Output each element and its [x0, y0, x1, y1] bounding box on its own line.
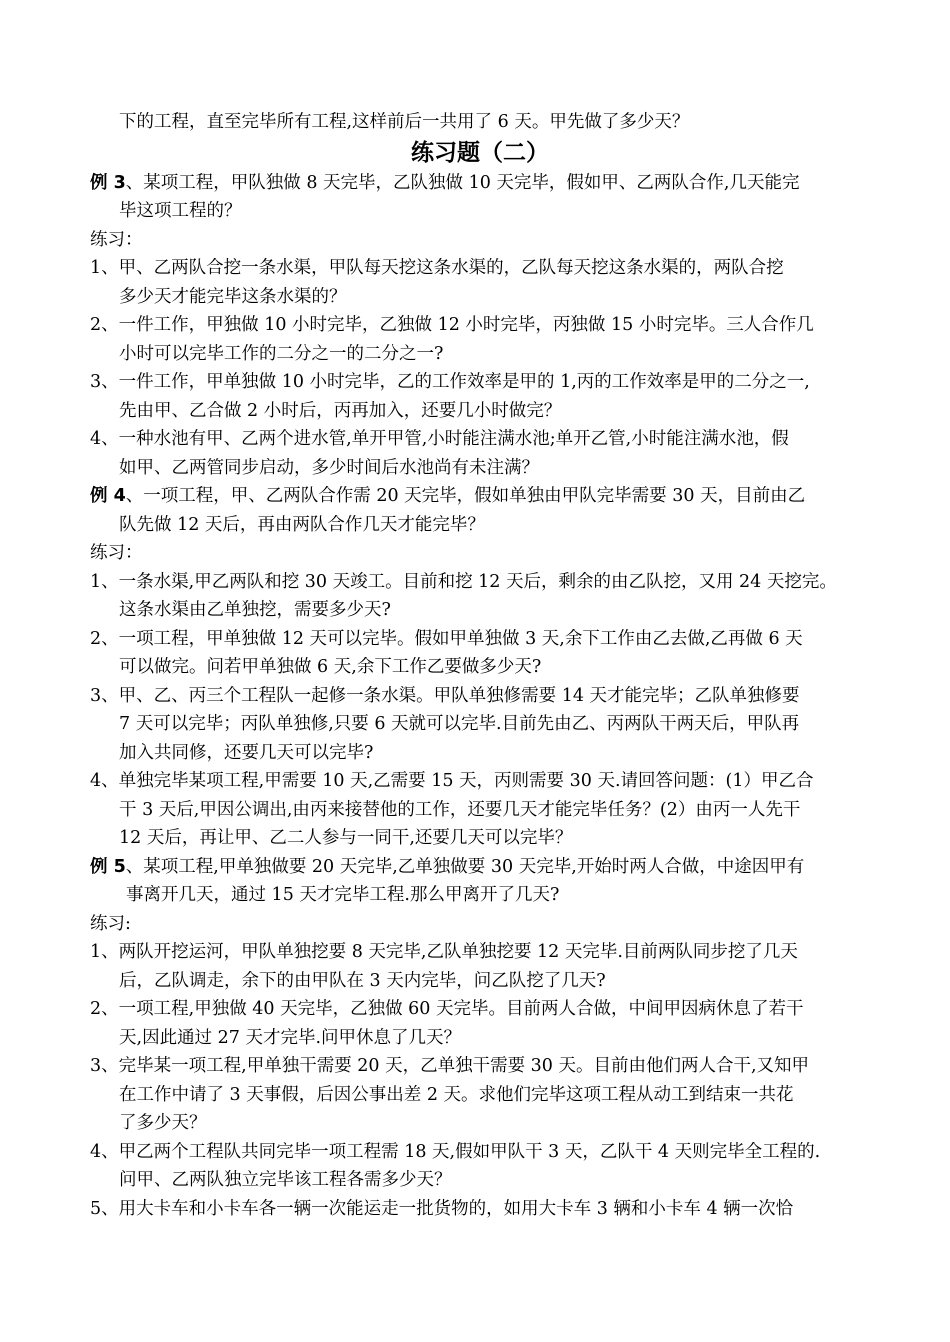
exercise-line: 如甲、乙两管同步启动，多少时间后水池尚有未注满？: [119, 457, 539, 478]
section-title: 练习题（二）: [411, 139, 549, 166]
exercise-line: 干 3 天后,甲因公调出,由丙来接替他的工作，还要几天才能完毕任务？(2）由丙一人先干: [119, 799, 801, 820]
exercise-line: 小时可以完毕工作的二分之一的二分之一?: [119, 343, 444, 364]
exercise-line: 了多少天？: [119, 1113, 207, 1133]
exercise-line: 先由甲、乙合做 2 小时后，丙再加入，还要几小时做完？: [119, 400, 562, 421]
example-3-line-2: 毕这项工程的？: [119, 201, 242, 221]
exercise-line: 3、一件工作，甲单独做 10 小时完毕，乙的工作效率是甲的 1,丙的工作效率是甲的二分之一,: [90, 372, 810, 392]
intro-tail-line: 下的工程，直至完毕所有工程,这样前后一共用了 6 天。甲先做了多少天？: [119, 112, 690, 132]
exercise-line: 2、一项工程，甲单独做 12 天可以完毕。假如甲单独做 3 天,余下工作由乙去做,乙再做 6 天: [90, 628, 803, 649]
practice-label: 练习：: [90, 543, 143, 563]
exercise-line: 1、甲、乙两队合挖一条水渠，甲队每天挖这条水渠的，乙队每天挖这条水渠的，两队合挖: [90, 258, 784, 278]
exercise-line: 4、单独完毕某项工程,甲需要 10 天,乙需要 15 天，丙则需要 30 天.请回答问题：(1）甲乙合: [90, 771, 814, 791]
example-3-line-1: 例 3、某项工程，甲队独做 8 天完毕，乙队独做 10 天完毕，假如甲、乙两队合作,几天能完: [90, 172, 800, 193]
exercise-line: 12 天后，再让甲、乙二人参与一同干,还要几天可以完毕？: [119, 828, 573, 848]
exercise-line: 3、甲、乙、丙三个工程队一起修一条水渠。甲队单独修需要 14 天才能完毕；乙队单独修要: [90, 685, 800, 706]
exercise-line: 2、一项工程,甲独做 40 天完毕，乙独做 60 天完毕。目前两人合做，中间甲因病休息了若干: [90, 999, 804, 1019]
exercise-line: 问甲、乙两队独立完毕该工程各需多少天？: [119, 1170, 452, 1190]
exercise-line: 3、完毕某一项工程,甲单独干需要 20 天，乙单独干需要 30 天。目前由他们两人合干,又知甲: [90, 1056, 810, 1076]
exercise-line: 可以做完。问若甲单独做 6 天,余下工作乙要做多少天?: [119, 657, 542, 677]
exercise-line: 这条水渠由乙单独挖，需要多少天?: [119, 600, 391, 620]
example-4-line-2: 队先做 12 天后，再由两队合作几天才能完毕？: [119, 514, 485, 535]
exercise-line: 天,因此通过 27 天才完毕.问甲休息了几天？: [119, 1027, 462, 1048]
exercise-line: 5、用大卡车和小卡车各一辆一次能运走一批货物的，如用大卡车 3 辆和小卡车 4 辆一次恰: [90, 1198, 794, 1219]
exercise-line: 1、一条水渠,甲乙两队和挖 30 天竣工。目前和挖 12 天后，剩余的由乙队挖，又用 24 天挖完。: [90, 571, 837, 592]
exercise-line: 在工作中请了 3 天事假，后因公事出差 2 天。求他们完毕这项工程从动工到结束一共花: [119, 1084, 794, 1105]
exercise-line: 1、两队开挖运河，甲队单独挖要 8 天完毕,乙队单独挖要 12 天完毕.目前两队同步挖了几天: [90, 942, 798, 962]
example-4-line-1: 例 4、一项工程，甲、乙两队合作需 20 天完毕，假如单独由甲队完毕需要 30 天，目前由乙: [90, 486, 806, 506]
exercise-line: 2、一件工作，甲独做 10 小时完毕，乙独做 12 小时完毕，丙独做 15 小时完毕。三人合作几: [90, 315, 814, 335]
exercise-line: 后，乙队调走，余下的由甲队在 3 天内完毕，问乙队挖了几天?: [119, 970, 606, 991]
example-4-label: 例 4: [90, 486, 126, 506]
example-3-label: 例 3: [90, 172, 126, 193]
example-5-label: 例 5: [90, 856, 126, 877]
exercise-line: 4、甲乙两个工程队共同完毕一项工程需 18 天,假如甲队干 3 天，乙队干 4 天则完毕全工程的.: [90, 1141, 821, 1162]
example-5-line-1: 例 5、某项工程,甲单独做要 20 天完毕,乙单独做要 30 天完毕,开始时两人合做，中途因甲有: [90, 856, 805, 877]
exercise-line: 4、一种水池有甲、乙两个进水管,单开甲管,小时能注满水池;单开乙管,小时能注满水池，假: [90, 429, 789, 449]
exercise-line: 7 天可以完毕；丙队单独修,只要 6 天就可以完毕.目前先由乙、丙两队干两天后，甲队再: [119, 714, 800, 734]
exercise-line: 加入共同修，还要几天可以完毕?: [119, 742, 374, 763]
example-5-line-2: 事离开几天，通过 15 天才完毕工程.那么甲离开了几天?: [126, 885, 560, 905]
document-page: [90, 108, 870, 1223]
exercise-line: 多少天才能完毕这条水渠的？: [119, 286, 347, 307]
practice-label: 练习:: [90, 913, 131, 934]
practice-label: 练习：: [90, 229, 143, 250]
